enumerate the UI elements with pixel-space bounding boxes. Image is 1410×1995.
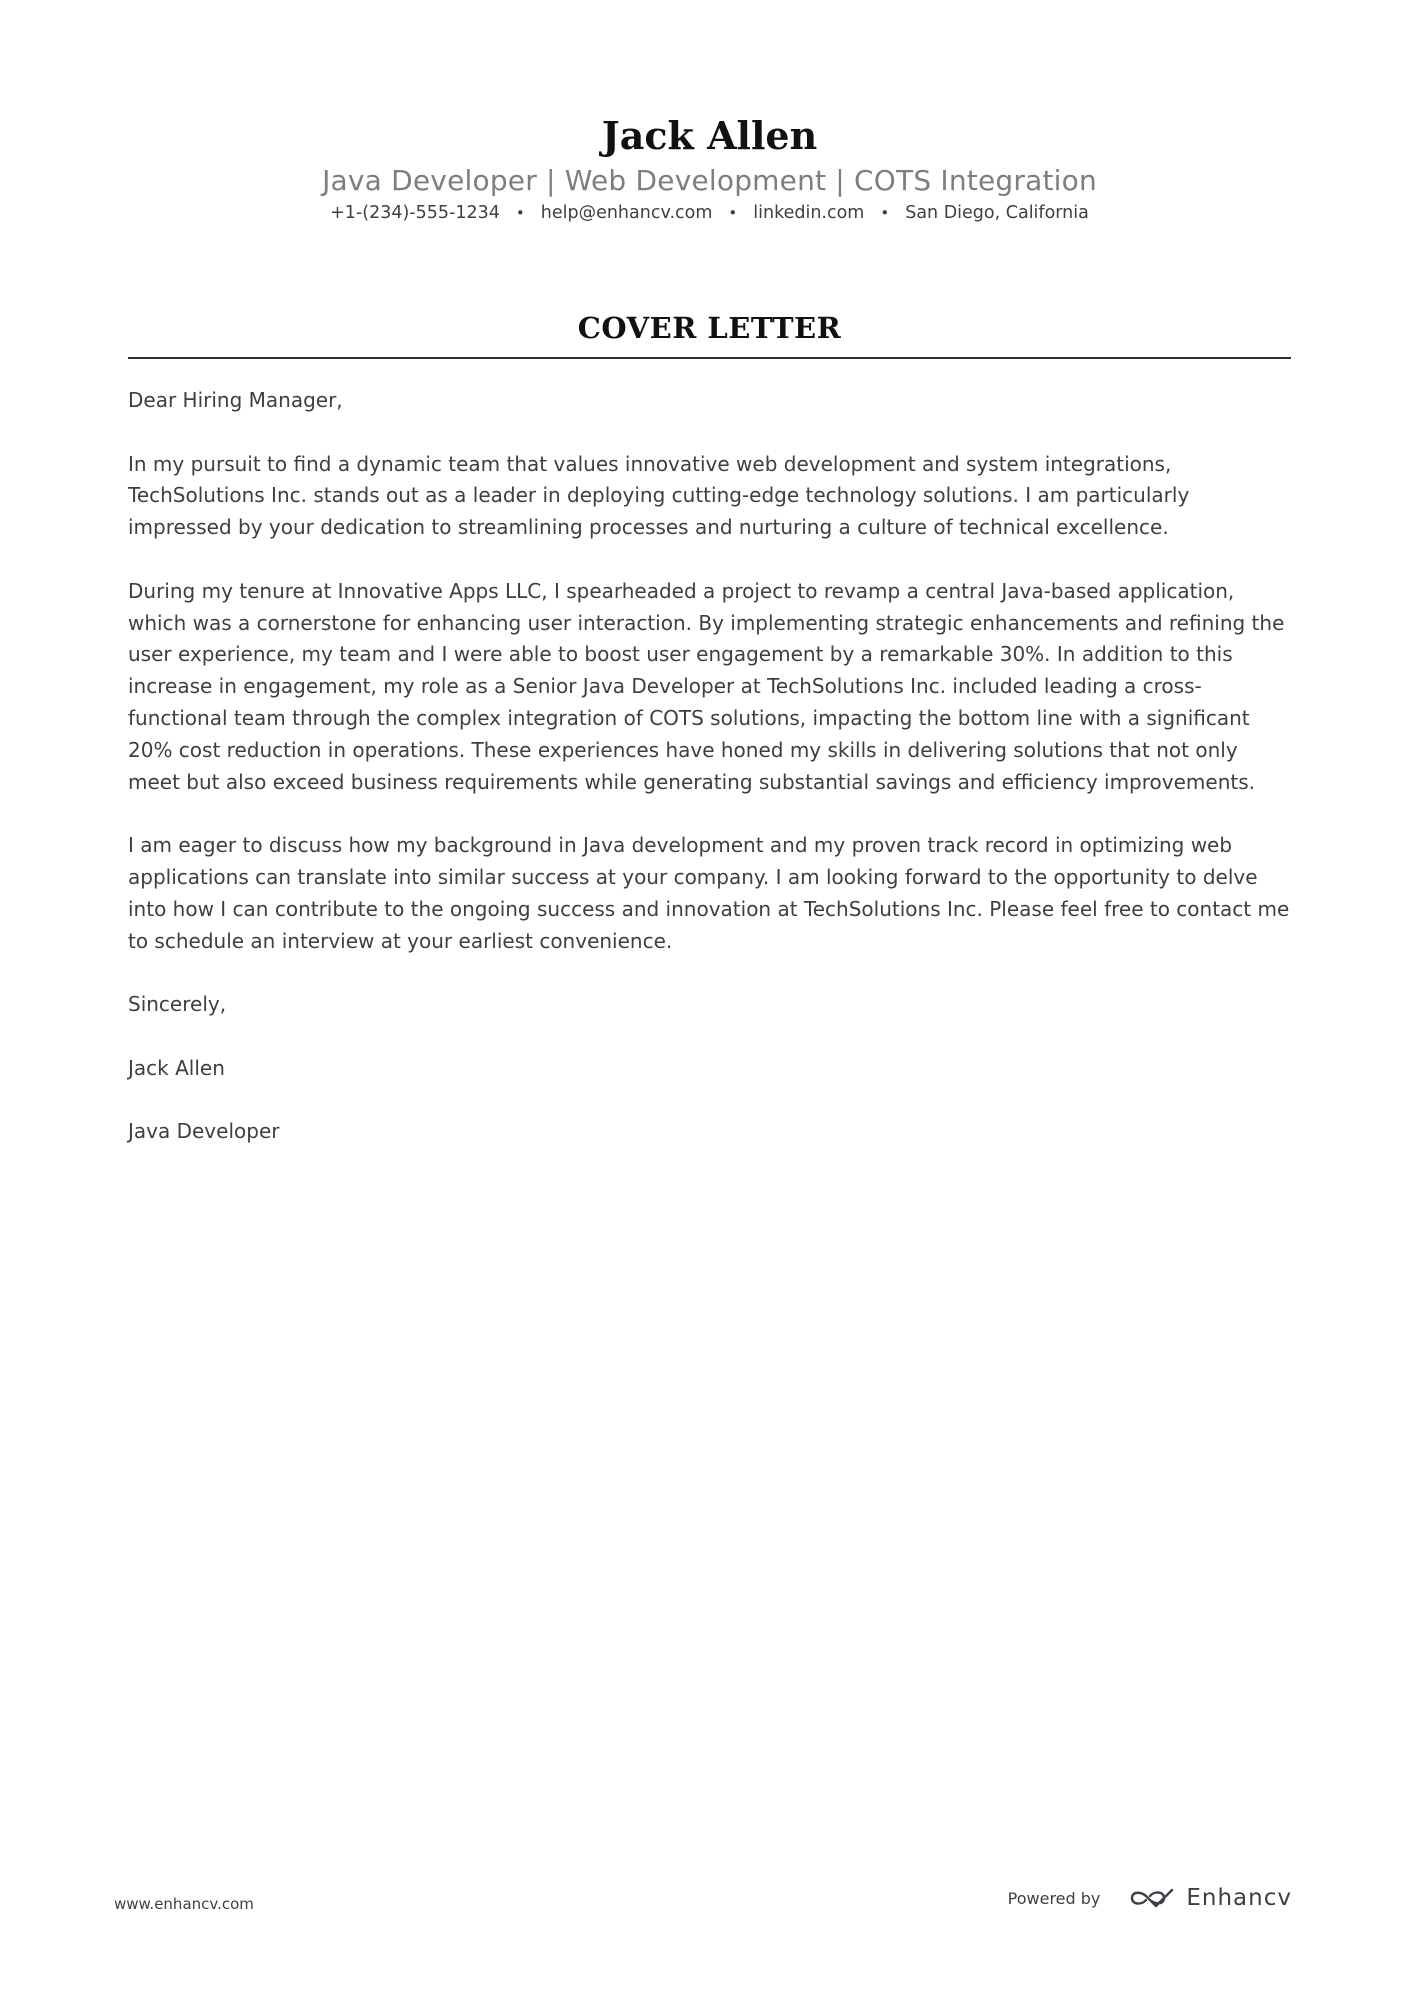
section-divider [128,357,1291,359]
footer-branding[interactable] [1008,1885,1292,1911]
resume-header [128,110,1291,226]
signature-title: Java Developer [128,1119,280,1144]
enhancv-brand-name: Enhancv [1186,1885,1292,1911]
letter-closing: Sincerely, [128,992,227,1017]
applicant-name: Jack Allen [601,113,818,158]
powered-by-label: Powered by [1007,1888,1101,1908]
phone-number: +1-(234)-555-1234 [330,203,500,223]
letter-paragraph: I am eager to discuss how my background in Java development and my proven track record in optimizing web applications can translate into similar success at your company. I am looking forward to the opportunity to delve into how I can contribute to the ongoing success and innovation at TechSolutions Inc. Please feel free to contact me to schedule an interview at your earliest convenience. [128,833,1290,953]
signature-name: Jack Allen [128,1055,225,1080]
letter-paragraph: During my tenure at Innovative Apps LLC, I spearheaded a project to revamp a central Java-based application, which was a cornerstone for enhancing user interaction. By implementing strategic enhancements and refining the user experience, my team and I were able to boost user engagement by a remarkable 30%. In addition to this increase in engagement, my role as a Senior Java Developer at TechSolutions Inc. included leading a cross-functional team through the complex integration of COTS solutions, impacting the bottom line with a significant 20% cost reduction in operations. These experiences have honed my skills in delivering solutions that not only meet but also exceed business requirements while generating substantial savings and efficiency improvements. [128,578,1285,794]
letter-greeting: Dear Hiring Manager, [128,388,343,412]
linkedin-link[interactable]: linkedin.com [753,203,865,223]
letter-paragraph: In my pursuit to find a dynamic team that values innovative web development and system integrations, TechSolutions Inc. stands out as a leader in deploying cutting-edge technology solutions. I am particularly impressed by your dedication to streamlining processes and nurturing a culture of technical excellence. [128,451,1190,540]
email-address[interactable]: help@enhancv.com [540,203,713,223]
enhancv-logo-icon [1128,1885,1176,1911]
separator-bullet: • [880,204,890,222]
letter-body [128,385,1293,1180]
location: San Diego, California [905,203,1089,223]
separator-bullet: • [728,204,738,222]
section-title: COVER LETTER [577,311,842,345]
contact-info [128,200,1291,226]
footer-website[interactable]: www.enhancv.com [114,1895,254,1913]
applicant-headline: Java Developer | Web Development | COTS Integration [322,164,1097,197]
separator-bullet: • [515,204,525,222]
